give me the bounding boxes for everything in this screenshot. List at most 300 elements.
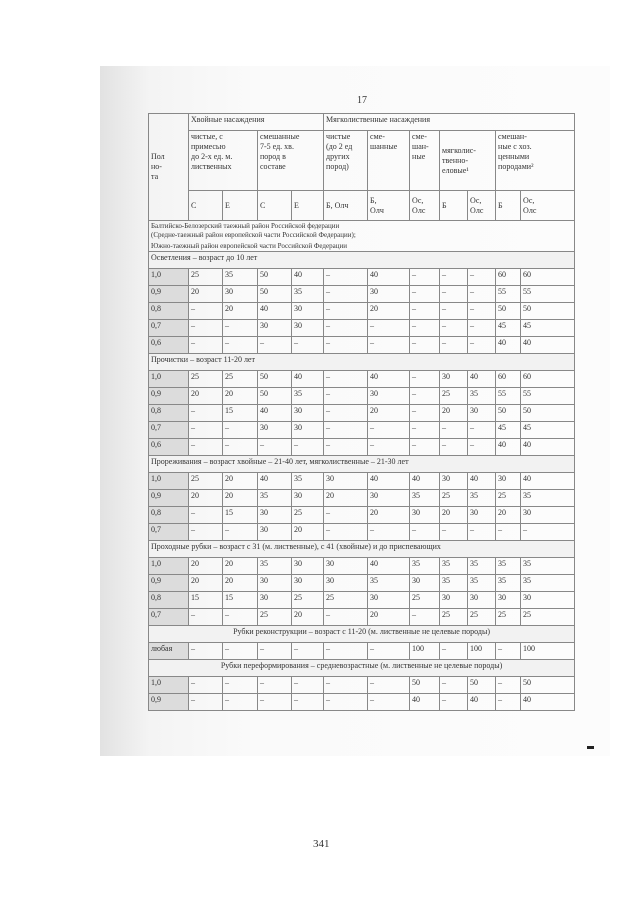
table-cell: – bbox=[189, 609, 223, 626]
table-cell: 20 bbox=[189, 490, 223, 507]
table-cell: – bbox=[223, 439, 258, 456]
table-cell: 30 bbox=[258, 524, 292, 541]
table-cell: – bbox=[189, 405, 223, 422]
table-cell: – bbox=[410, 405, 440, 422]
table-cell: 35 bbox=[521, 558, 575, 575]
table-cell: – bbox=[324, 439, 368, 456]
table-row bbox=[149, 694, 575, 711]
density-cell: 0,8 bbox=[149, 405, 189, 422]
table-cell: 25 bbox=[440, 490, 468, 507]
section-title: Рубки реконструкции – возраст с 11-20 (м. лиственные не целевые породы) bbox=[149, 626, 575, 643]
table-cell: 35 bbox=[496, 558, 521, 575]
table-cell: – bbox=[324, 694, 368, 711]
table-cell: 15 bbox=[189, 592, 223, 609]
species-header-cell: Ос, Олс bbox=[410, 191, 440, 221]
header-sub-mixed-softwood-2: сме- шан- ные bbox=[410, 131, 440, 191]
density-cell: 0,8 bbox=[149, 592, 189, 609]
thinning-intensity-table bbox=[148, 113, 575, 711]
table-cell: 30 bbox=[292, 422, 324, 439]
table-cell: 40 bbox=[468, 371, 496, 388]
density-cell: 0,7 bbox=[149, 422, 189, 439]
table-cell: 40 bbox=[410, 473, 440, 490]
table-cell: – bbox=[258, 694, 292, 711]
table-cell: – bbox=[440, 677, 468, 694]
table-cell: 55 bbox=[521, 388, 575, 405]
table-cell: – bbox=[496, 677, 521, 694]
page-number-top: 17 bbox=[357, 95, 367, 106]
table-cell: – bbox=[324, 405, 368, 422]
table-cell: 35 bbox=[521, 575, 575, 592]
table-cell: 100 bbox=[468, 643, 496, 660]
table-row bbox=[149, 269, 575, 286]
species-header-cell: Е bbox=[292, 191, 324, 221]
density-cell: 1,0 bbox=[149, 677, 189, 694]
table-cell: 25 bbox=[410, 592, 440, 609]
table-cell: 20 bbox=[189, 286, 223, 303]
table-cell: – bbox=[189, 694, 223, 711]
table-cell: – bbox=[368, 320, 410, 337]
table-row bbox=[149, 592, 575, 609]
density-cell: 0,9 bbox=[149, 575, 189, 592]
table-cell: 25 bbox=[223, 371, 258, 388]
table-cell: – bbox=[368, 337, 410, 354]
table-cell: 50 bbox=[258, 286, 292, 303]
table-cell: – bbox=[440, 269, 468, 286]
table-cell: – bbox=[189, 643, 223, 660]
table-cell: 40 bbox=[258, 473, 292, 490]
table-cell: 30 bbox=[324, 558, 368, 575]
table-cell: 30 bbox=[292, 575, 324, 592]
table-cell: 30 bbox=[440, 473, 468, 490]
table-cell: 20 bbox=[223, 473, 258, 490]
density-cell: 0,7 bbox=[149, 524, 189, 541]
table-cell: – bbox=[324, 388, 368, 405]
table-cell: – bbox=[223, 694, 258, 711]
density-cell: 0,9 bbox=[149, 490, 189, 507]
table-cell: 30 bbox=[368, 490, 410, 507]
table-row bbox=[149, 337, 575, 354]
table-cell: – bbox=[410, 388, 440, 405]
table-cell: 20 bbox=[368, 303, 410, 320]
table-cell: 40 bbox=[292, 371, 324, 388]
table-cell: – bbox=[189, 439, 223, 456]
table-cell: – bbox=[440, 303, 468, 320]
section-title: Рубки переформирования – средневозрастные (м. лиственные не целевые породы) bbox=[149, 660, 575, 677]
species-header-cell: Ос, Олс bbox=[468, 191, 496, 221]
table-cell: 30 bbox=[292, 405, 324, 422]
table-cell: 35 bbox=[258, 490, 292, 507]
table-row bbox=[149, 575, 575, 592]
table-cell: 35 bbox=[258, 558, 292, 575]
table-cell: 30 bbox=[258, 320, 292, 337]
table-cell: 45 bbox=[496, 320, 521, 337]
table-cell: 30 bbox=[496, 592, 521, 609]
table-cell: 20 bbox=[368, 609, 410, 626]
table-cell: – bbox=[189, 422, 223, 439]
table-cell: – bbox=[440, 643, 468, 660]
table-cell: 55 bbox=[521, 286, 575, 303]
table-cell: – bbox=[368, 524, 410, 541]
table-cell: – bbox=[258, 677, 292, 694]
table-cell: – bbox=[496, 694, 521, 711]
table-cell: – bbox=[468, 439, 496, 456]
table-cell: 20 bbox=[223, 558, 258, 575]
table-cell: 20 bbox=[223, 490, 258, 507]
table-cell: 30 bbox=[292, 320, 324, 337]
table-row bbox=[149, 388, 575, 405]
table-cell: 25 bbox=[496, 490, 521, 507]
table-cell: – bbox=[324, 320, 368, 337]
table-cell: – bbox=[189, 320, 223, 337]
table-cell: – bbox=[324, 371, 368, 388]
table-cell: 30 bbox=[368, 388, 410, 405]
table-cell: – bbox=[324, 286, 368, 303]
table-cell: 30 bbox=[258, 422, 292, 439]
table-cell: 30 bbox=[410, 575, 440, 592]
table-cell: – bbox=[324, 303, 368, 320]
table-cell: – bbox=[189, 303, 223, 320]
table-cell: – bbox=[223, 337, 258, 354]
table-cell: – bbox=[223, 320, 258, 337]
density-cell: 1,0 bbox=[149, 558, 189, 575]
table-row bbox=[149, 473, 575, 490]
table-cell: – bbox=[292, 677, 324, 694]
density-cell: 0,7 bbox=[149, 609, 189, 626]
table-cell: – bbox=[440, 439, 468, 456]
header-sub-pure-coniferous: чистые, с примесью до 2-х ед. м. лиственных bbox=[189, 131, 258, 191]
table-cell: 30 bbox=[468, 592, 496, 609]
table-cell: 35 bbox=[521, 490, 575, 507]
column-header-density: Пол но- та bbox=[149, 114, 189, 221]
table-cell: – bbox=[189, 337, 223, 354]
table-cell: 25 bbox=[521, 609, 575, 626]
table-cell: 50 bbox=[468, 677, 496, 694]
table-cell: 20 bbox=[324, 490, 368, 507]
table-row bbox=[149, 320, 575, 337]
table-cell: – bbox=[223, 422, 258, 439]
table-cell: 40 bbox=[468, 694, 496, 711]
table-cell: – bbox=[440, 524, 468, 541]
table-cell: 40 bbox=[521, 473, 575, 490]
density-cell: 0,9 bbox=[149, 694, 189, 711]
table-cell: 35 bbox=[496, 575, 521, 592]
table-cell: – bbox=[410, 320, 440, 337]
table-cell: 35 bbox=[223, 269, 258, 286]
table-cell: 25 bbox=[468, 609, 496, 626]
table-cell: 40 bbox=[521, 694, 575, 711]
table-cell: 25 bbox=[440, 609, 468, 626]
table-cell: – bbox=[223, 609, 258, 626]
table-cell: – bbox=[468, 286, 496, 303]
table-cell: 35 bbox=[410, 490, 440, 507]
table-cell: 30 bbox=[292, 303, 324, 320]
table-cell: 30 bbox=[223, 286, 258, 303]
table-cell: 50 bbox=[496, 303, 521, 320]
table-cell: 40 bbox=[468, 473, 496, 490]
table-cell: – bbox=[440, 694, 468, 711]
table-cell: 35 bbox=[292, 473, 324, 490]
table-cell: 45 bbox=[521, 320, 575, 337]
table-cell: 15 bbox=[223, 592, 258, 609]
table-cell: 50 bbox=[258, 371, 292, 388]
table-cell: 60 bbox=[496, 371, 521, 388]
table-cell: – bbox=[468, 320, 496, 337]
table-cell: 30 bbox=[324, 575, 368, 592]
table-row bbox=[149, 490, 575, 507]
table-cell: 35 bbox=[368, 575, 410, 592]
table-cell: – bbox=[440, 286, 468, 303]
table-cell: – bbox=[496, 643, 521, 660]
table-cell: 35 bbox=[440, 575, 468, 592]
table-cell: – bbox=[223, 677, 258, 694]
table-cell: 35 bbox=[468, 575, 496, 592]
table-cell: 40 bbox=[292, 269, 324, 286]
table-cell: 20 bbox=[368, 507, 410, 524]
table-cell: 25 bbox=[496, 609, 521, 626]
table-cell: – bbox=[324, 524, 368, 541]
table-cell: 30 bbox=[521, 507, 575, 524]
header-softwood: Мягколиственные насаждения bbox=[324, 114, 575, 131]
table-cell: 40 bbox=[258, 303, 292, 320]
section-title: Осветления – возраст до 10 лет bbox=[149, 252, 575, 269]
table-cell: 20 bbox=[223, 575, 258, 592]
table-cell: – bbox=[440, 337, 468, 354]
header-coniferous: Хвойные насаждения bbox=[189, 114, 324, 131]
table-cell: 50 bbox=[258, 269, 292, 286]
table-cell: 30 bbox=[496, 473, 521, 490]
section-title: Прочистки – возраст 11-20 лет bbox=[149, 354, 575, 371]
section-title: Прореживания – возраст хвойные – 21-40 лет, мягколиственные – 21-30 лет bbox=[149, 456, 575, 473]
table-cell: – bbox=[440, 320, 468, 337]
density-cell: 0,8 bbox=[149, 303, 189, 320]
table-cell: 20 bbox=[189, 388, 223, 405]
density-cell: 1,0 bbox=[149, 269, 189, 286]
table-cell: 30 bbox=[258, 507, 292, 524]
region-caption bbox=[149, 221, 575, 252]
density-cell: 1,0 bbox=[149, 371, 189, 388]
table-cell: – bbox=[410, 337, 440, 354]
table-row bbox=[149, 677, 575, 694]
table-row bbox=[149, 286, 575, 303]
table-cell: 40 bbox=[368, 558, 410, 575]
table-row bbox=[149, 422, 575, 439]
table-cell: 25 bbox=[189, 371, 223, 388]
scan-mark bbox=[587, 746, 594, 749]
table-row bbox=[149, 643, 575, 660]
table-cell: 25 bbox=[440, 388, 468, 405]
table-cell: 40 bbox=[521, 439, 575, 456]
table-cell: – bbox=[368, 694, 410, 711]
header-sub-valuable-species: смешан- ные с хоз. ценными породами² bbox=[496, 131, 575, 191]
table-cell: – bbox=[292, 439, 324, 456]
table-cell: – bbox=[324, 643, 368, 660]
table-cell: 60 bbox=[521, 371, 575, 388]
table-cell: – bbox=[258, 439, 292, 456]
species-header-cell: Б, Олч bbox=[368, 191, 410, 221]
table-cell: 30 bbox=[440, 592, 468, 609]
section-title: Проходные рубки – возраст с 31 (м. лиственные), с 41 (хвойные) и до приспевающих bbox=[149, 541, 575, 558]
table-cell: – bbox=[368, 643, 410, 660]
region-line-1: Балтийско-Белозерский таежный район Российской федерации bbox=[151, 222, 340, 230]
density-cell: 0,6 bbox=[149, 439, 189, 456]
table-cell: – bbox=[223, 524, 258, 541]
table-row bbox=[149, 507, 575, 524]
table-cell: 20 bbox=[223, 388, 258, 405]
table-cell: 20 bbox=[440, 507, 468, 524]
table-row bbox=[149, 439, 575, 456]
density-cell: 1,0 bbox=[149, 473, 189, 490]
species-header-cell: Б bbox=[440, 191, 468, 221]
table-cell: 40 bbox=[368, 473, 410, 490]
table-row bbox=[149, 405, 575, 422]
table-cell: 45 bbox=[496, 422, 521, 439]
table-cell: – bbox=[368, 422, 410, 439]
table-cell: 25 bbox=[324, 592, 368, 609]
table-cell: 30 bbox=[324, 473, 368, 490]
table-cell: 20 bbox=[292, 524, 324, 541]
table-cell: – bbox=[410, 422, 440, 439]
table-cell: – bbox=[496, 524, 521, 541]
table-cell: – bbox=[324, 422, 368, 439]
table-cell: 100 bbox=[410, 643, 440, 660]
table-cell: 50 bbox=[521, 405, 575, 422]
table-cell: – bbox=[468, 422, 496, 439]
table-cell: – bbox=[189, 677, 223, 694]
table-cell: 25 bbox=[189, 473, 223, 490]
density-cell: 0,9 bbox=[149, 286, 189, 303]
table-cell: – bbox=[468, 337, 496, 354]
table-cell: – bbox=[223, 643, 258, 660]
table-row bbox=[149, 524, 575, 541]
table-cell: 30 bbox=[440, 371, 468, 388]
table-cell: – bbox=[468, 303, 496, 320]
table-cell: – bbox=[324, 269, 368, 286]
density-cell: 0,8 bbox=[149, 507, 189, 524]
density-cell: 0,9 bbox=[149, 388, 189, 405]
table-cell: – bbox=[521, 524, 575, 541]
table-cell: 15 bbox=[223, 507, 258, 524]
table-cell: 40 bbox=[368, 269, 410, 286]
table-cell: – bbox=[410, 524, 440, 541]
table-cell: 100 bbox=[521, 643, 575, 660]
species-header-cell: С bbox=[189, 191, 223, 221]
table-cell: 15 bbox=[223, 405, 258, 422]
table-cell: 20 bbox=[189, 558, 223, 575]
table-cell: 50 bbox=[258, 388, 292, 405]
table-cell: – bbox=[258, 337, 292, 354]
table-row bbox=[149, 371, 575, 388]
table-cell: 20 bbox=[223, 303, 258, 320]
header-sub-softwood-spruce: мягколис- твенно- еловые¹ bbox=[440, 131, 496, 191]
table-cell: 20 bbox=[189, 575, 223, 592]
table-cell: – bbox=[292, 643, 324, 660]
table-cell: 40 bbox=[521, 337, 575, 354]
table-cell: 40 bbox=[410, 694, 440, 711]
table-cell: 30 bbox=[410, 507, 440, 524]
table-cell: – bbox=[410, 286, 440, 303]
table-cell: 40 bbox=[496, 439, 521, 456]
table-cell: – bbox=[189, 507, 223, 524]
species-header-cell: Б bbox=[496, 191, 521, 221]
header-sub-mixed-coniferous: смешанные 7-5 ед. хв. пород в составе bbox=[258, 131, 324, 191]
table-cell: 30 bbox=[258, 592, 292, 609]
region-line-3: Южно-таежный район европейской части Российской Федерации bbox=[151, 241, 347, 250]
table-cell: – bbox=[410, 269, 440, 286]
table-cell: 30 bbox=[468, 405, 496, 422]
density-cell: любая bbox=[149, 643, 189, 660]
table-cell: 55 bbox=[496, 388, 521, 405]
region-line-2: (Средне-таежный район европейской части Российской Федерации); bbox=[151, 230, 356, 239]
table-cell: 30 bbox=[368, 592, 410, 609]
table-cell: 35 bbox=[292, 286, 324, 303]
table-cell: 30 bbox=[292, 558, 324, 575]
table-cell: – bbox=[368, 677, 410, 694]
table-cell: – bbox=[292, 694, 324, 711]
table-cell: – bbox=[324, 677, 368, 694]
table-cell: – bbox=[410, 303, 440, 320]
table-cell: – bbox=[258, 643, 292, 660]
table-cell: 45 bbox=[521, 422, 575, 439]
table-cell: 35 bbox=[410, 558, 440, 575]
table-cell: 50 bbox=[410, 677, 440, 694]
table-cell: 20 bbox=[292, 609, 324, 626]
table-row bbox=[149, 558, 575, 575]
table-cell: 35 bbox=[468, 490, 496, 507]
table-cell: – bbox=[368, 439, 410, 456]
species-header-cell: С bbox=[258, 191, 292, 221]
table-cell: 30 bbox=[468, 507, 496, 524]
table-cell: 40 bbox=[496, 337, 521, 354]
table-row bbox=[149, 609, 575, 626]
species-header-cell: Ос, Олс bbox=[521, 191, 575, 221]
table-cell: 30 bbox=[521, 592, 575, 609]
table-cell: 60 bbox=[496, 269, 521, 286]
table-cell: 20 bbox=[368, 405, 410, 422]
table-cell: 25 bbox=[292, 507, 324, 524]
density-cell: 0,6 bbox=[149, 337, 189, 354]
table-cell: – bbox=[292, 337, 324, 354]
table-row bbox=[149, 303, 575, 320]
table-cell: 30 bbox=[292, 490, 324, 507]
table-cell: – bbox=[410, 439, 440, 456]
header-sub-mixed-softwood: сме- шанные bbox=[368, 131, 410, 191]
table-cell: 25 bbox=[189, 269, 223, 286]
header-sub-pure-softwood: чистые (до 2 ед других пород) bbox=[324, 131, 368, 191]
table-cell: 20 bbox=[440, 405, 468, 422]
species-header-cell: Е bbox=[223, 191, 258, 221]
species-header-cell: Б, Олч bbox=[324, 191, 368, 221]
table-cell: 40 bbox=[258, 405, 292, 422]
table-cell: – bbox=[324, 337, 368, 354]
table-cell: – bbox=[410, 371, 440, 388]
table-cell: 35 bbox=[468, 558, 496, 575]
table-cell: 20 bbox=[496, 507, 521, 524]
table-cell: 25 bbox=[258, 609, 292, 626]
table-cell: 60 bbox=[521, 269, 575, 286]
table-cell: 25 bbox=[292, 592, 324, 609]
table-cell: 40 bbox=[368, 371, 410, 388]
table-cell: – bbox=[468, 269, 496, 286]
table-cell: – bbox=[189, 524, 223, 541]
table-cell: 35 bbox=[468, 388, 496, 405]
table-cell: – bbox=[324, 507, 368, 524]
density-cell: 0,7 bbox=[149, 320, 189, 337]
table-cell: 30 bbox=[258, 575, 292, 592]
table-cell: – bbox=[324, 609, 368, 626]
table-cell: 50 bbox=[521, 303, 575, 320]
table-cell: – bbox=[410, 609, 440, 626]
table-cell: 55 bbox=[496, 286, 521, 303]
